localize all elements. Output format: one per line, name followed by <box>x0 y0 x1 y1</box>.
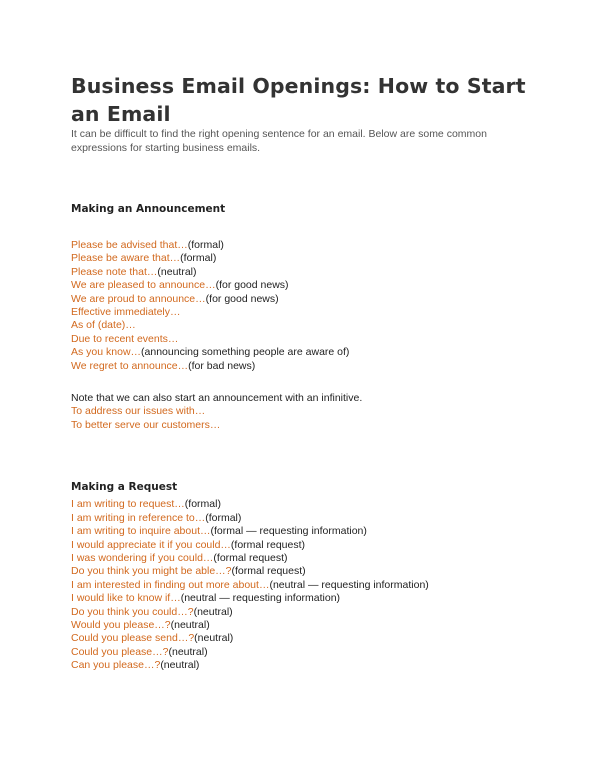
section-heading-request: Making a Request <box>71 481 178 494</box>
expression-note: (neutral) <box>157 265 197 278</box>
expression-note: (neutral) <box>170 618 210 631</box>
list-item <box>71 252 541 265</box>
expression-note: (formal request) <box>230 538 306 551</box>
expression-note: (for bad news) <box>188 359 256 372</box>
infinitive-list <box>71 405 541 432</box>
expression-note: (neutral) <box>194 632 234 645</box>
document-page <box>71 72 541 673</box>
expression-phrase: I would like to know if… <box>71 592 181 605</box>
expression-phrase: Can you please…? <box>71 659 161 672</box>
expression-note: (formal) <box>205 511 242 524</box>
list-item <box>71 319 541 332</box>
expression-phrase: Effective immediately… <box>71 306 181 319</box>
expression-phrase: As of (date)… <box>71 319 136 332</box>
section-heading-announcement: Making an Announcement <box>71 203 226 215</box>
expression-note: (neutral) <box>193 605 233 618</box>
expression-note: (for good news) <box>205 292 279 305</box>
page-title: Business Email Openings: How to Start an Email <box>71 74 526 126</box>
list-item <box>71 239 541 252</box>
list-item <box>71 606 541 619</box>
expression-note: (neutral — requesting information) <box>180 592 341 605</box>
list-item <box>71 293 541 306</box>
request-list <box>71 498 541 672</box>
intro-paragraph: It can be difficult to find the right opening sentence for an email. Below are some common expressions for starting business emails. <box>71 128 487 154</box>
expression-phrase: Due to recent events… <box>71 332 179 345</box>
list-item: To better serve our customers… <box>71 418 221 431</box>
list-item <box>71 659 541 672</box>
list-item <box>71 619 541 632</box>
expression-phrase: Please be advised that… <box>71 239 188 251</box>
expression-phrase: As you know… <box>71 346 142 359</box>
expression-phrase: We are proud to announce… <box>71 292 206 305</box>
expression-note: (neutral — requesting information) <box>269 578 429 591</box>
expression-phrase: I am writing to request… <box>71 498 185 511</box>
expression-phrase: Could you please…? <box>71 645 169 658</box>
expression-phrase: We regret to announce… <box>71 359 189 372</box>
list-item <box>71 333 541 346</box>
expression-phrase: Do you think you could…? <box>71 605 194 618</box>
expression-note: (announcing something people are aware of) <box>141 346 350 359</box>
list-item <box>71 525 541 538</box>
list-item <box>71 565 541 578</box>
expression-note: (formal request) <box>213 551 288 564</box>
expression-phrase: I am interested in finding out more about… <box>71 578 270 591</box>
expression-note: (neutral) <box>168 645 208 658</box>
list-item: To address our issues with… <box>71 405 206 418</box>
list-item <box>71 346 541 359</box>
list-item <box>71 498 541 511</box>
expression-phrase: We are pleased to announce… <box>71 279 216 292</box>
expression-note: (formal) <box>184 498 221 511</box>
list-item <box>71 539 541 552</box>
list-item <box>71 279 541 292</box>
expression-phrase: Please note that… <box>71 265 158 278</box>
list-item <box>71 632 541 645</box>
expression-phrase: I was wondering if you could… <box>71 551 214 564</box>
expression-note: (neutral) <box>160 659 200 672</box>
list-item <box>71 306 541 319</box>
expression-phrase: Could you please send…? <box>71 632 195 645</box>
expression-phrase: I am writing in reference to… <box>71 511 206 524</box>
expression-note: (formal request) <box>231 565 306 578</box>
expression-phrase: Would you please…? <box>71 618 171 631</box>
list-item <box>71 512 541 525</box>
list-item <box>71 266 541 279</box>
expression-note: (formal) <box>180 252 217 265</box>
infinitive-note: Note that we can also start an announcement with an infinitive. <box>71 392 363 405</box>
expression-note: (formal) <box>187 239 224 251</box>
expression-note: (formal — requesting information) <box>210 525 367 538</box>
list-item <box>71 552 541 565</box>
list-item <box>71 579 541 592</box>
list-item <box>71 646 541 659</box>
expression-note: (for good news) <box>215 279 289 292</box>
expression-phrase: Please be aware that… <box>71 252 181 265</box>
list-item <box>71 592 541 605</box>
expression-phrase: I would appreciate it if you could… <box>71 538 231 551</box>
list-item <box>71 360 541 373</box>
announcement-list <box>71 239 541 373</box>
expression-phrase: I am writing to inquire about… <box>71 525 211 538</box>
expression-phrase: Do you think you might be able…? <box>71 565 232 578</box>
